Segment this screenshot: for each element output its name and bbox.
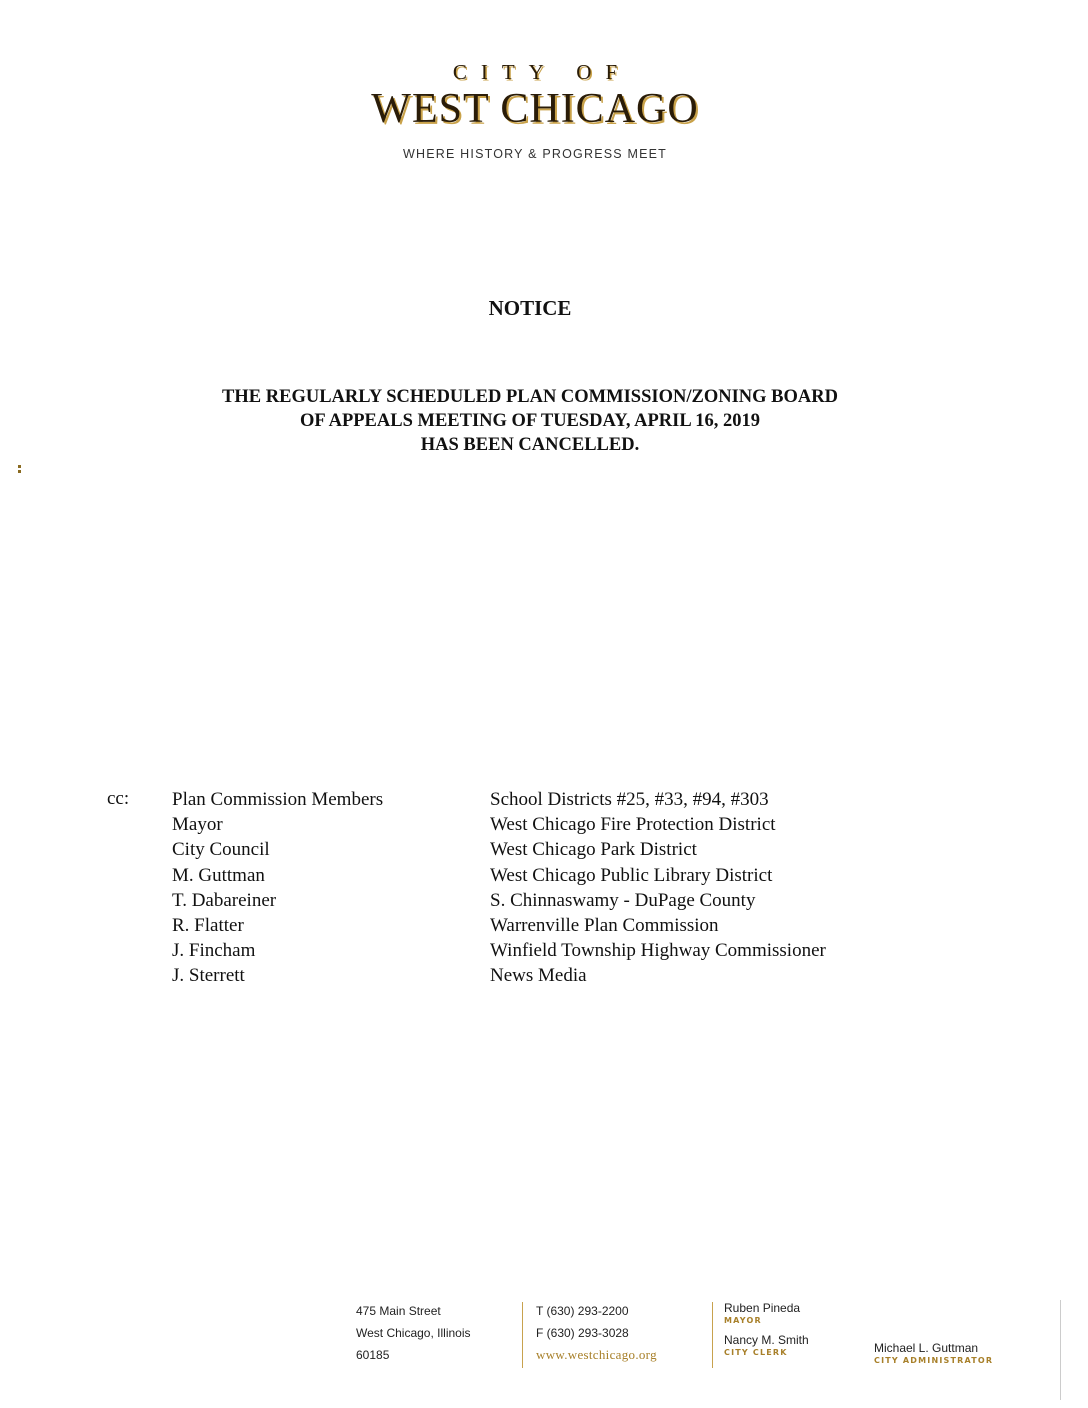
scan-speck: [18, 465, 21, 468]
cc-recipient: Winfield Township Highway Commissioner: [490, 940, 826, 962]
clerk-role: CITY CLERK: [724, 1348, 788, 1357]
cc-list-left: [172, 787, 383, 989]
cc-recipient: City Council: [172, 839, 270, 861]
administrator-role: CITY ADMINISTRATOR: [874, 1356, 994, 1365]
cc-recipient: West Chicago Fire Protection District: [490, 814, 776, 836]
cc-recipient: West Chicago Public Library District: [490, 864, 773, 886]
cc-recipient: Plan Commission Members: [172, 789, 384, 810]
mayor-name: Ruben Pineda: [724, 1301, 801, 1315]
phone-number: T (630) 293-2200: [536, 1304, 629, 1318]
cc-recipient: Warrenville Plan Commission: [490, 915, 719, 937]
fax-number: F (630) 293-3028: [536, 1326, 629, 1340]
website-link[interactable]: www.westchicago.org: [536, 1347, 657, 1362]
cc-recipient: J. Sterrett: [172, 965, 245, 987]
scan-edge-line: [1060, 1300, 1061, 1400]
notice-line: HAS BEEN CANCELLED.: [420, 435, 640, 455]
letterhead-tagline: WHERE HISTORY & PROGRESS MEET: [402, 147, 667, 161]
cc-recipient: T. Dabareiner: [172, 889, 277, 911]
cc-recipient: School Districts #25, #33, #94, #303: [490, 789, 769, 810]
footer-contact: [536, 1300, 657, 1366]
clerk-name: Nancy M. Smith: [724, 1333, 809, 1347]
cc-label: cc:: [107, 788, 130, 809]
administrator-name: Michael L. Guttman: [874, 1341, 979, 1355]
footer-address: [356, 1300, 471, 1366]
notice-title: NOTICE: [488, 296, 572, 320]
logo-city-of: CITY OF: [452, 60, 632, 84]
scan-speck: [18, 470, 21, 473]
footer-officials: [724, 1300, 809, 1357]
notice-line: OF APPEALS MEETING OF TUESDAY, APRIL 16, 2019: [299, 411, 761, 431]
cc-recipient: Mayor: [172, 814, 223, 836]
footer-administrator: [874, 1340, 993, 1365]
cc-recipient: M. Guttman: [172, 864, 265, 886]
city-logo: [300, 60, 770, 132]
cc-recipient: J. Fincham: [172, 940, 256, 962]
address-zip: 60185: [356, 1348, 390, 1362]
mayor-role: MAYOR: [724, 1316, 762, 1325]
cc-recipient: News Media: [490, 965, 587, 987]
cc-recipient: R. Flatter: [172, 915, 244, 937]
notice-body: [120, 385, 940, 457]
cc-recipient: West Chicago Park District: [490, 839, 697, 861]
logo-city-name: WEST CHICAGO: [371, 86, 699, 132]
footer-divider: [522, 1302, 523, 1368]
notice-line: THE REGULARLY SCHEDULED PLAN COMMISSION/ZONING BOARD: [222, 387, 838, 407]
cc-list-right: [490, 787, 826, 989]
footer-divider: [712, 1302, 713, 1368]
address-street: 475 Main Street: [356, 1304, 441, 1318]
cc-recipient: S. Chinnaswamy - DuPage County: [490, 889, 756, 911]
address-city: West Chicago, Illinois: [356, 1326, 471, 1340]
